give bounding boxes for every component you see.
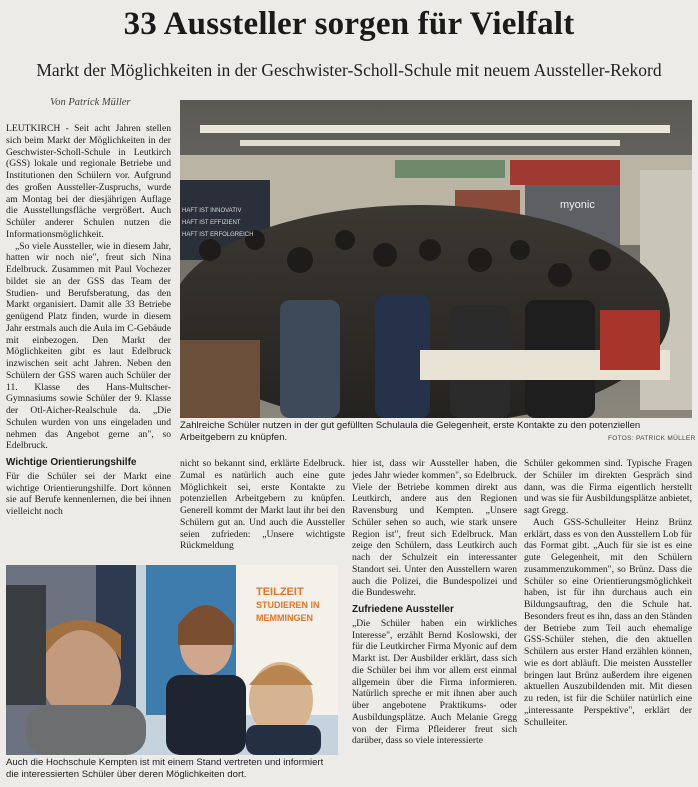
column-3 [352,458,517,747]
paragraph: Auch GSS-Schulleiter Heinz Brünz erklärt, dass es von den Ausstellern Lob für das Format gibt. „Auch für sie ist es eine gute Gelegenheit, mit den Schülern zusammenzukommen", so Brünz. Dass die Schüler so eine Orientierungsmöglichkeit haben, ist für ihn durchaus auch ein Bildungsauftrag, den die Schule hat. Besonders freut es ihn, dass an den Ständen der Betriebe zum Teil auch ehemalige GSS-Schüler stehen, die den aktuellen Schülern aus erster Hand erzählen können, wie es dort abläuft. Die meisten Aussteller bringen laut Brünz außerdem ihre eigenen aktuellen Auszubildenden mit. Mit diesen zu reden, ist für die Schüler natürlich eine „interessante Perspektive", erklärt der Schulleiter. [524,516,692,728]
second-photo [6,565,338,755]
banner-line-3: MEMMINGEN [256,613,313,623]
paragraph: „So viele Aussteller, wie in diesem Jahr, hatten wir noch nie", freut sich Nina Edelbruck. Zusammen mit Paul Vochezer bildet sie an der GSS das Team der Studien- und Berufsberatung, das den Markt organisiert. Damit alle 33 Betriebe genügend Platz finden, wurde in diesem Jahr erstmals auch die Aula im C-Gebäude mit einbezogen. Den Markt der Möglichkeiten gibt es laut Edelbruck inzwischen seit acht Jahren. Neben den Schülern der GSS waren auch Schüler der 11. Klasse des Hans-Multscher-Gymnasiums sowie Schüler der 9. Klasse der Otl-Aicher-Realschule da. „Die Schulen wurden von uns eingeladen und nehmen das Angebot gerne an", so Edelbruck. [6,240,171,452]
column-4 [524,458,692,728]
wall-sign-text: HAFT IST INNOVATIV [182,208,242,214]
section-heading: Wichtige Orientierungshilfe [6,457,137,468]
paragraph: „Die Schüler haben ein wirkliches Interesse", erzählt Bernd Koslowski, der für die Leutkircher Firma Myonic auf dem Markt ist. Der Ausbilder erklärt, dass sich die Schüler bei ihm vor allem erst einmal allgemein über die Firma informieren. Natürlich spreche er mit ihnen aber auch über angebotene Praktikums- oder Ausbildungsplätze. Auch Melanie Gregg von der Firma Pfleiderer freut sich darüber, dass so viele interessierte [352,617,517,747]
main-photo-caption: Zahlreiche Schüler nutzen in der gut gefüllten Schulaula die Gelegenheit, erste Kontakte zu den potenziellen Arbeitgebern zu knüpfen. [180,420,641,443]
paragraph: LEUTKIRCH - Seit acht Jahren stellen sich beim Markt der Möglichkeiten in der Geschwister-Scholl-Schule in Leutkirch (GSS) lokale und regionale Betriebe und Institutionen den Schülern vor. Aufgrund des großen Aussteller-Zuspruchs, wurde am Montag bei der diesjährigen Auflage die Ausstellungsfläche vergrößert. Auch Schüler anderer Schulen nutzen die Informationsmöglichkeit. [6,123,171,240]
byline: Von Patrick Müller [50,97,131,108]
svg-text:HAFT IST EFFIZIENT: HAFT IST EFFIZIENT [182,220,241,226]
paragraph: Für die Schüler sei der Markt eine wichtige Orientierungshilfe. Dort können sie auf Berufe kennenlernen, die bei ihnen vielleicht noch [6,470,171,517]
photo-credit: FOTOS: PATRICK MÜLLER [608,435,696,442]
svg-text:HAFT IST ERFOLGREICH: HAFT IST ERFOLGREICH [182,232,254,238]
banner-line-1: TEILZEIT [256,586,304,598]
paragraph: Schüler gekommen sind. Typische Fragen der Schüler im direkten Gespräch sind dann, was die Firma eigentlich herstellt und was sie für Ausbildungsplätze anbietet, sagt Gregg. [524,458,692,516]
paragraph: hier ist, dass wir Aussteller haben, die jedes Jahr wieder kommen", so Edelbruck. Viele der Betriebe kommen direkt aus Leutkirch, andere aus den Regionen Ravensburg und Kempten. „Unsere Schüler sehen so auch, wie stark unsere Region ist", freut sich Edelbruck. Man zeige den Schülern, dass Leutkirch auch nach der Schulzeit ein interessanter Standort sei. Unter den Ausstellern waren auch die Polizei, die Bundespolizei und die Bundeswehr. [352,458,517,599]
paragraph: nicht so bekannt sind, erklärte Edelbruck. Zumal es natürlich auch eine gute Möglichkeit sei, erste Kontakte zu potenziellen Arbeitgebern zu knüpfen. Generell kommt der Markt laut ihr bei den Schülern gut an. Und auch die Aussteller seien zufrieden: „Unsere wichtigste Rückmeldung [180,458,345,552]
main-photo [180,100,692,418]
section-heading: Zufriedene Aussteller [352,604,454,615]
subheadline: Markt der Möglichkeiten in der Geschwister-Scholl-Schule mit neuem Aussteller-Rekord [36,60,662,80]
myonic-sign: myonic [560,199,595,211]
second-photo-caption: Auch die Hochschule Kempten ist mit einem Stand vertreten und informiert die interessierten Schüler über deren Möglichkeiten dort. [6,757,324,780]
headline: 33 Aussteller sorgen für Vielfalt [123,6,575,42]
column-2 [180,458,345,552]
column-1 [6,123,171,518]
banner-line-2: STUDIEREN IN [256,600,320,610]
